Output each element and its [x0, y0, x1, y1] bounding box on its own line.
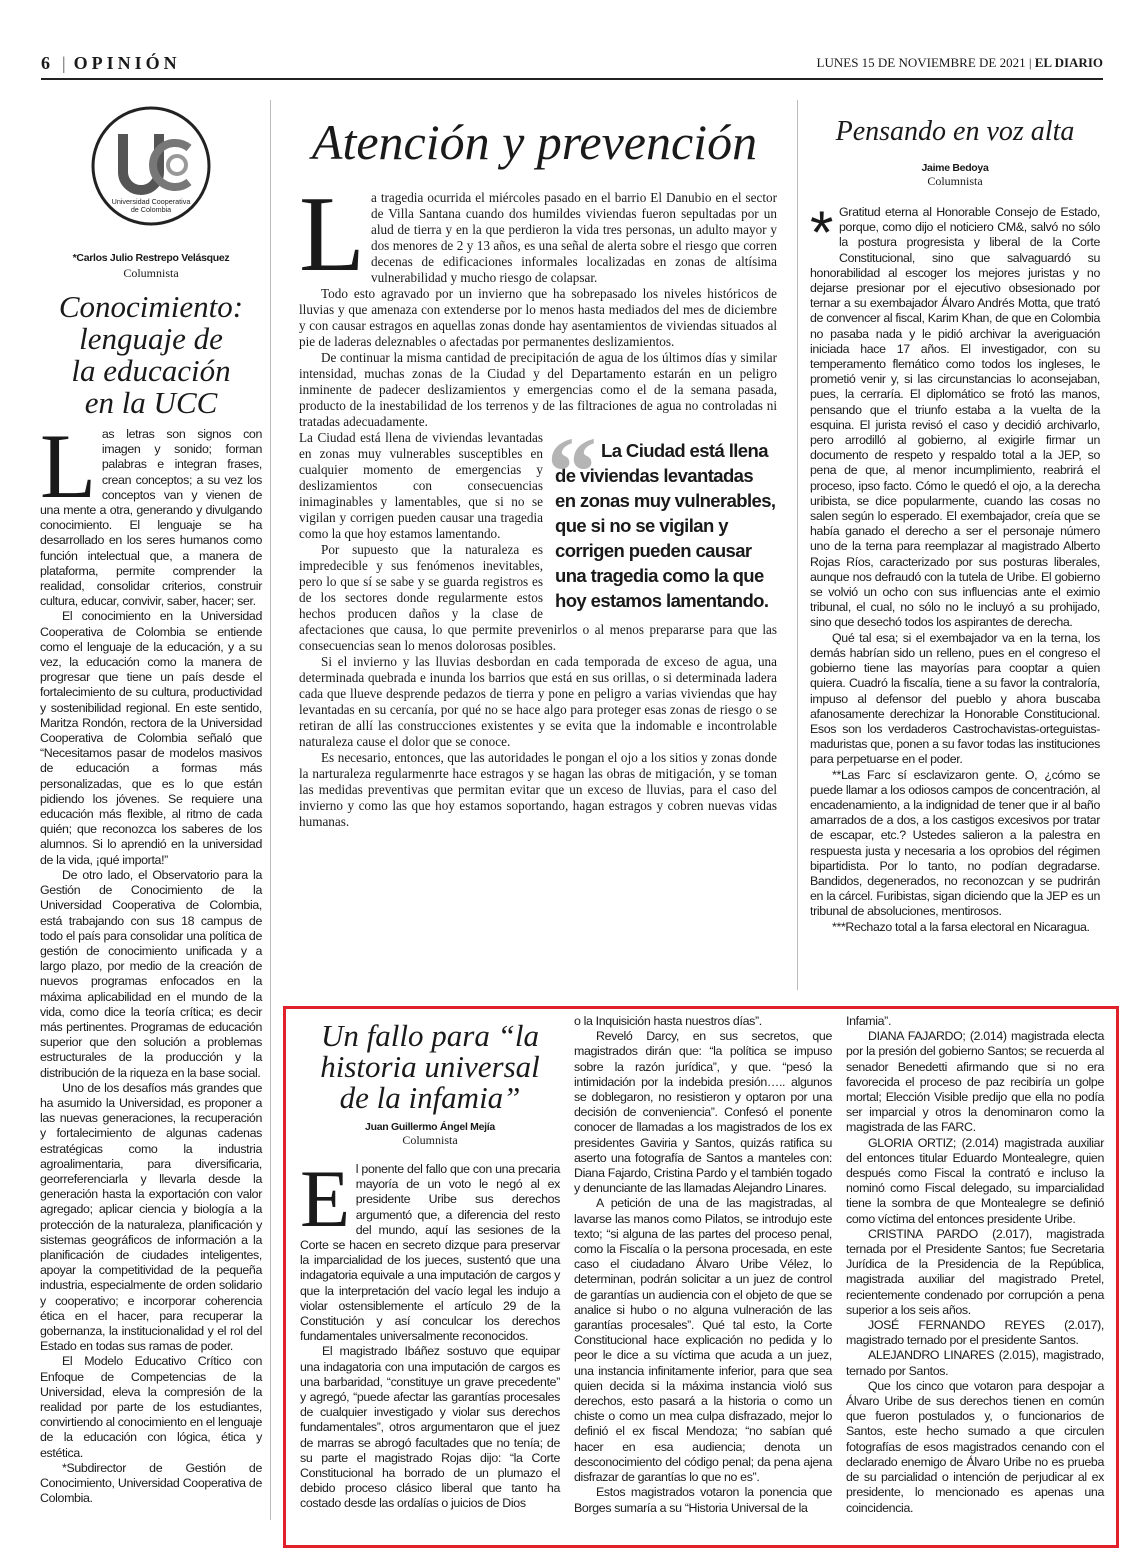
drop-cap: L	[299, 175, 365, 294]
paragraph: GLORIA ORTIZ; (2.014) magistrada auxiliar del entonces titular Eduardo Montealegre, quien después como Fiscal la contrató e incluso la nominó como Fiscal delegado, su imparcialidad tiene la sombra de que Montealegre se definió como víctima del entonces presidente Uribe.	[846, 1135, 1104, 1226]
paper-name: EL DIARIO	[1034, 55, 1103, 70]
editorial-body	[299, 175, 777, 830]
column-divider	[797, 100, 798, 990]
article-title: Un fallo para “la historia universal de la infamia”	[320, 1018, 540, 1115]
paragraph: El conocimiento en la Universidad Cooperativa de Colombia se entiende como el lenguaje de la educación, y a su vez, la educación como la manera de progresar que tiene un país desde el fortalecimiento de su cultura, productividad y sostenibilidad regional. En este sentido, Maritza Rondón, rectora de la Universidad Cooperativa de Colombia señaló que “Necesitamos pasar de modelos masivos de educación a formas más personalizadas, que es lo que están pidiendo los jóvenes. Se requiere una educación más flexible, al ritmo de cada quién; que reconozca los saberes de los alumnos. Si lo aprendió en la universidad de la vida, ¡qué importa!”	[40, 609, 262, 867]
paragraph: * Gratitud eterna al Honorable Consejo de Estado, porque, como dijo el noticiero CM&, salvó no sólo la postura progresista y liberal de la Corte Constitucional, sino que salvaguardó su honorabilidad al escoger los mejores juristas y no dejarse presionar por el ejecutivo obsesionado por ternar a su exembajador Álvaro Andrés Motta, que trató de convencer al fiscal, Karim Khan, de que en Colombia no pasaba nada y le pidió archivar la averiguación iniciada hace 17 años. El investigador, con su temperamento flemático como todos los ingleses, le prometió venir y, si las circunstancias lo aconsejaban, pues, la cerraría. El diplomático se frotó las manos, pensando que el triunfo estaba a la vuelta de la esquina. El jurista revisó el caso y decidió archivarlo, pero arrodilló al gobierno, al exigirle firmar un documento de respeto y respaldo total a la JEP, so pena de que, al menor incumplimiento, reabrirá el proceso, ipso facto. Cómo le quedó el ojo, a la derecha uribista, se dice popularmente, cuando las cosas no salen según lo esperado. El exembajador, creía que se había ganado el derecho a ser el personaje número uno de la terna para reemplazar al magistrado Alberto Rojas Ríos, caracterizado por sus posturas liberales, aunque nos defraudó con la tutela de Uribe. El gobierno se volvió un ocho con sus influencias ante el eximio tribunal, el cual, no sólo no le incluyó a su prohijado, sino que desechó todos los aspirantes de derecha.	[810, 199, 1100, 630]
paragraph: La Ciudad está llena de viviendas levantadas en zonas muy vulnerables susceptibles en cualquier momento de emergencias y deslizamientos con consecuencias inimaginables y lamentables, que si no se vigilan y corrigen pueden causar una tragedia como la que hoy estamos lamentando.	[299, 430, 543, 541]
quote-mark: “	[547, 416, 597, 527]
asterisk-mark: *	[810, 199, 833, 266]
author-byline: *Carlos Julio Restrepo Velásquez	[72, 252, 230, 264]
paragraph: JOSÉ FERNANDO REYES (2.017), magistrado ternado por el presidente Santos.	[846, 1318, 1104, 1348]
ucc-logo	[89, 104, 213, 228]
drop-cap: E	[300, 1153, 350, 1244]
paragraph: El ponente del fallo que con una precaria mayoría de un voto le negó al ex presidente Uribe sus derechos argumentó que, a diferencia del resto del mundo, aquí las sesiones de la Corte se hacen en secreto dizque para preservar la imparcialidad de los jueces, sustentó que una indagatoria equivale a una imputación de cargos y que la interpretación del vacío legal les indujo a violar ostensiblemente el artículo 29 de la Constitución y así conculcar los derechos fundamentales universalmente reconocidos.	[300, 1153, 560, 1344]
paragraph: El Modelo Educativo Crítico con Enfoque de Competencias de la Universidad, eleva la compresión de la realidad por parte de los estudiantes, convirtiendo al conocimiento en el lenguaje de la educación con lógica, ética y estética.	[40, 1354, 262, 1460]
author-role: Columnista	[123, 266, 179, 280]
logo-text: Universidad Cooperativa	[111, 197, 191, 206]
paragraph: A petición de una de las magistradas, al lavarse las manos como Pilatos, se introdujo este texto; “si alguna de las partes del proceso penal, como la Fiscalía o la persona procesada, en este caso el ciudadano Álvaro Uribe Vélez, lo determinan, podrán solicitar a un juez de control de garantías un audiencia con el objeto de que se analice si hubo o no alguna vulneración de las garantías procesales”. Qué tal esto, la Corte Constitucional hace explicación no pedida y lo peor le dice a su víctima que acuda a un juez, una instancia infinitamente inferior, para que sea quien decida si la máxima instancia violó sus derechos, esto pasará a la historia o como un chiste o como un mea culpa disfrazado, mejor lo definió el ex fiscal Mendoza; “no sabían qué hacer en esa audiencia; denota un desconocimiento del código penal; da pena ajena disfrazar de garantías lo que no es”.	[574, 1196, 832, 1485]
paragraph: De continuar la misma cantidad de precipitación de agua de los últimos días y similar intensidad, muchas zonas de la Ciudad y del Departamento estarán en un peligro inminente de padecer deslizamientos y emergencias como el de la semana pasada, producto de la inestabilidad de los terrenos y de las filtraciones de agua no controladas ni tratadas adecuadamente.	[299, 350, 777, 429]
paragraph: Si el invierno y las lluvias desbordan en cada temporada de exceso de agua, una determinada quebrada e inunda los barrios que está en sus orillas, o si determinada ladera cada que llueve desprende pedazos de tierra y pone en peligro a varias viviendas que hay levantadas en su cercanía, por qué no se hace algo para proteger esas zonas de riesgo o se retiran de allí las construcciones existentes y se evita que la indomable e incontrolable naturaleza cause el dolor que se conoce.	[299, 654, 777, 749]
paragraph: ***Rechazo total a la farsa electoral en Nicaragua.	[832, 919, 1090, 934]
author-byline: Juan Guillermo Ángel Mejía	[365, 1121, 495, 1133]
paragraph: Es necesario, entonces, que las autoridades le pongan el ojo a los sitios y zonas donde la narturaleza regularmenrte hace estragos y se hagan las obras de mitigación, y se toman las medidas preventivas que permitan evitar que un exceso de lluvias, para el caso del invierno y como las que hoy estamos soportando, hagan estragos y cobren nuevas vidas humanas.	[299, 750, 777, 829]
paragraph: ALEJANDRO LINARES (2.015), magistrado, ternado por Santos.	[846, 1348, 1104, 1378]
bottom-article-col1	[300, 1020, 560, 1512]
author-role: Columnista	[402, 1133, 458, 1147]
paragraph: La tragedia ocurrida el miércoles pasado en el barrio El Danubio en el sector de Villa Santana cuando dos humildes viviendas fueron sepultadas por un alud de tierra y en la que perdieron la vida tres personas, un adulto mayor y dos menores de 2 y 13 años, es una señal de alerta sobre el riesgo que corren decenas de edificaciones informales localizadas en zonas de altísima vulnerabilidad y mucho riesgo de colapsar.	[299, 175, 777, 294]
author-role: Columnista	[927, 174, 983, 188]
article-title: Conocimiento: lenguaje de la educación en la UCC	[58, 289, 244, 420]
page-number: 6	[41, 53, 54, 73]
paragraph: Infamia”.	[846, 1014, 892, 1028]
footnote: *Subdirector de Gestión de Conocimiento, Universidad Cooperativa de Colombia.	[40, 1460, 262, 1506]
ucc-logo-icon	[89, 104, 213, 228]
paragraph: Uno de los desafíos más grandes que ha asumido la Universidad, es proponer a las nuevas generaciones, la recuperación y fortalecimiento de algunas cadenas estratégicas como la industria agroalimentaria, para diversificaria, georreferenciarla y llevarla desde la generación hasta la exportación con valor agregado; aplicar ciencia y biología a la protección de la naturaleza, planificación y sistemas geográficos de información a la planificación de ciudades inteligentes, apoyar la competitividad de la pequeña industria, especialmente de orden solidario y cooperativo; e incorporar coherencia ética en el hacer, para recuperar la gobernanza, la institucionalidad y el rol del Estado en todas sus ramas de poder.	[40, 1080, 262, 1354]
column-divider	[270, 100, 271, 1520]
paragraph: Que los cinco que votaron para despojar a Álvaro Uribe de sus derechos tienen en común que fueron postulados y, o funcionarios de Santos, este hecho sumado a que circulen fotografías de esos magistrados cenando con el declarado enemigo de Álvaro Uribe no es prueba de su parcialidad o intención de perjudicar al ex presidente, lo mencionado es apenas una coincidencia.	[846, 1378, 1104, 1515]
column-body	[810, 199, 1100, 935]
article-body	[40, 415, 262, 1506]
issue-date: LUNES 15 DE NOVIEMBRE DE 2021	[816, 55, 1026, 70]
pull-quote: La Ciudad está llena de viviendas levantadas en zonas muy vulnerables, que si no se vigilan y corrigen pueden causar una tragedia como la que hoy estamos lamentando.	[555, 440, 776, 611]
paragraph: DIANA FAJARDO; (2.014) magistrada electa por la presión del gobierno Santos; se recuerda al senador Benedetti afirmando que si no era favorecida el proceso de paz recibiría un golpe mortal; Elección Visible predijo que ella no podía ser imparcial y otros la denominaron como la magistrada de las FARC.	[846, 1029, 1104, 1135]
paragraph: Reveló Darcy, en sus secretos, que magistrados dirán que: “la política se impuso sobre la razón jurídica”, y que. “pesó la intimidación por la indebida presión….. algunos se doblegaron, no resistieron y optaron por una decisión de conveniencia”. Confesó el ponente conocer de llamadas a los magistrados de los ex presidentes Gaviria y Santos, quizás ratifica su aserto una fotografía de Santos a manteles con: Diana Fajardo, Cristina Pardo y el también togado y denunciante de las llamadas Alejandro Linares.	[574, 1029, 832, 1196]
paragraph: Las letras son signos con imagen y sonido; forman palabras e integran frases, crean conceptos; a su vez los conceptos van y vienen de una mente a otra, generando y divulgando conocimiento. El lenguaje se ha desarrollado en los seres humanos como función intelectual que, a manera de plataforma, permite comprender la realidad, consolidar criterios, construir cultura, educar, convivir, saber, hacer; ser.	[40, 415, 262, 609]
paragraph: Qué tal esa; si el exembajador va en la terna, los demás habrían sido un relleno, pues en el congreso el gobierno tiene las mayorías para cooptar a quien quiera. Cuadró la fiscalía, tiene a su favor la contraloría, impuso al defensor del pueblo y ahora buscaba afanosamente derechizar la Honorable Constitucional. Esos son los verdaderos Castrochavistas-orteguistas-maduristas que, ponen a su favor todas las instituciones para perpetuarse en el poder.	[810, 630, 1100, 767]
paragraph: Todo esto agravado por un invierno que ha sobrepasado los niveles históricos de lluvias y que amenaza con extenderse por lo menos hasta mediados del mes de diciembre y con causar estragos en aquellas zonas donde hay asentamientos de viviendas situados al pie de laderas deleznables o afectadas por permanentes deslizamientos.	[299, 286, 777, 349]
page-section-header: 6 | OPINIÓN	[41, 53, 181, 73]
logo-text: de Colombia	[130, 205, 172, 214]
left-column	[40, 96, 262, 1506]
paragraph: Estos magistrados votaron la ponencia que Borges sumaría a su “Historia Universal de la	[574, 1485, 832, 1515]
section-name: OPINIÓN	[73, 53, 181, 73]
paragraph: El magistrado Ibáñez sostuvo que equipar una indagatoria con una imputación de cargos es una barbaridad, “constituye un grave precedente” y agregó, “puede afectar las garantías procesales de cualquier investigado y violar sus derechos fundamentales”, otros argumentaron que el juez de marras se abrogó facultades que no tenía; de su parte el magistrado Rojas dijo: “la Corte Constitucional ha borrado de un plumazo el debido proceso clásico liberal que tanto ha costado desde las ordalías o juicios de Dios	[300, 1344, 560, 1511]
paragraph: o la Inquisición hasta nuestros días”.	[574, 1014, 762, 1028]
paragraph: De otro lado, el Observatorio para la Gestión de Conocimiento de la Universidad Cooperativa de Colombia, está trabajando con sus 18 campus de todo el país para consolidar una política de gestión de conocimiento unificada y a largo plazo, por medio de la creación de nuevos programas enfocados en la máxima aplicabilidad en el mundo de la vida, como dice la teoría crítica; es decir más pertinentes. Programas de educación superior que den solución a problemas estructurales de la producción y la distribución de la riqueza en la base social.	[40, 867, 262, 1080]
date-masthead: LUNES 15 DE NOVIEMBRE DE 2021 | EL DIARIO	[816, 55, 1103, 70]
bottom-article-col3	[846, 1014, 1104, 1516]
paragraph: Por supuesto que la naturaleza es impredecible y sus fenómenos inevitables, pero lo que sí se sabe y se guarda registros es de los sectores donde regularmente estos hechos producen daños y la clase de afectaciones que causa, lo que permite prevenirlos o al menos prepararse para que las consecuencias sean lo menos dolorosas posibles.	[299, 542, 777, 653]
column-title: Pensando en voz alta	[835, 116, 1075, 147]
paragraph: CRISTINA PARDO (2.017), magistrada ternada por el Presidente Santos; fue Secretaria Jurídica de la Presidencia de la República, magistrada auxiliar del magistrado Pretel, recientemente condenado por corrupción a pena superior a los seis años.	[846, 1226, 1104, 1317]
paragraph: **Las Farc sí esclavizaron gente. O, ¿cómo se puede llamar a los odiosos campos de concentración, al encadenamiento, a la indignidad de tener que ir al baño amarrados de a dos, a los castigos excesivos por tratar de escapar, etc.? Ustedes salieron a la palestra en respuesta justa y necesaria a los oprobios del régimen bipartidista. Por lo tanto, no podían degradarse. Bandidos, degenerados, no reconozcan y se pudrirán en la cárcel. Furibistas, sigan diciendo que la JEP es un tribunal de absoluciones, mentirosos.	[810, 767, 1100, 919]
header-rule	[41, 78, 1103, 80]
bottom-article-col2	[574, 1014, 832, 1516]
author-byline: Jaime Bedoya	[921, 162, 989, 174]
pull-quote-box	[547, 416, 777, 613]
drop-cap: L	[40, 415, 96, 517]
right-column	[810, 112, 1100, 935]
editorial-title: Atención y prevención	[311, 114, 758, 170]
